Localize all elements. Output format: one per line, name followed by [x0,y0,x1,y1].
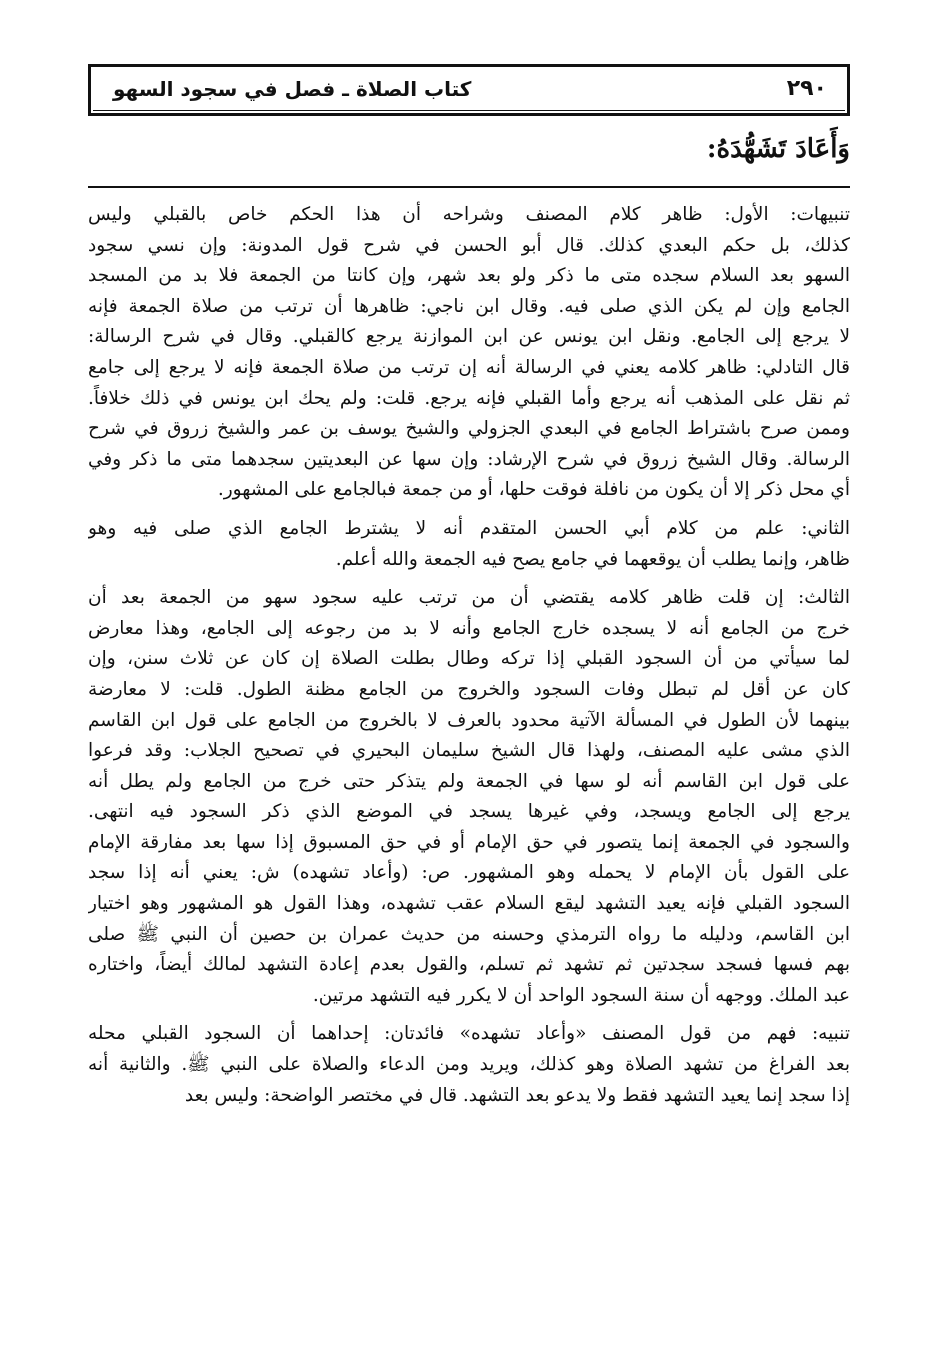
matn-text: وَأَعَادَ تَشَهُّدَهُ: [706,134,850,164]
text-line: كان عن أقل لم تبطل وفات السجود والخروج من الجامع مظنة الطول. قلت: لا معارضة [88,678,850,700]
text-line: على القول بأن الإمام لا يحمله وهو المشهور. ص: (وأعاد تشهده) ش: يعني أنه إذا سجد [88,862,850,884]
text-line: الرسالة. وقال الشيخ زروق في شرح الإرشاد: وإن سها عن البعديتين سجدهما متى ما ذكر وفي [88,448,850,470]
text-line: ابن القاسم، ودليله ما رواه الترمذي وحسنه من حديث عمران بن حصين أن النبي ﷺ صلى [88,923,850,945]
page-number: ٢٩٠ [786,76,827,101]
text-line: بعد الفراغ من تشهد الصلاة وهو كذلك، ويريد ومن الدعاء والصلاة على النبي ﷺ. والثانية أنه [88,1054,850,1076]
commentary-paragraph [88,514,850,575]
text-line: الجامع وإن لم يكن الذي صلى فيه. وقال ابن ناجي: ظاهرها أن ترتب من صلاة الجمعة فإنه [88,295,850,317]
text-line: السهو بعد السلام سجده متى ما ذكر ولو بعد شهر، وإن كانتا من الجمعة فلا بد من المسجد [88,265,850,287]
text-line: ثم نقل على المذهب أنه يرجع وأما القبلي فإنه يرجع. قلت: ولم يحك ابن يونس في ذلك خلافاً. [88,387,850,409]
text-line: بهم فسها فسجد سجدتين ثم تشهد ثم تسلم، والقول بعدم إعادة التشهد لمالك أيضاً، واختاره [88,954,850,976]
separator-rule [88,186,850,188]
text-line: الثاني: علم من كلام أبي الحسن المتقدم أنه لا يشترط الجامع الذي صلى فيه وهو [88,517,850,539]
running-title: كتاب الصلاة ـ فصل في سجود السهو [113,77,472,101]
text-line: لا يرجع إلى الجامع. ونقل ابن يونس عن ابن الموازنة يرجع كالقبلي. وقال في شرح الرسالة: [88,326,850,348]
text-line: السجود القبلي فإنه يعيد التشهد ليقع السلام عقب تشهده، وهذا القول هو المشهور وهو اختيار [88,893,850,915]
text-line: بينهما لأن الطول في المسألة الآتية محدود بالعرف لا بالخروج من الجامع على قول ابن القاسم [88,709,850,731]
page-header [88,64,850,116]
commentary-paragraph [88,200,850,506]
text-line: والسجود في الجمعة إنما يتصور في حق الإمام أو في حق المسبوق إذا سها بعد مفارقة الإمام [88,831,850,853]
text-line: يرجع إلى الجامع ويسجد، وفي غيرها يسجد في الموضع الذي ذكر السجود فيه انتهى. [88,801,850,823]
text-line: أي محل ذكر إلا أن يكون من نافلة فوقت حلها، أو من جمعة فبالجامع على المشهور. [217,479,850,501]
text-line: كذلك، بل حكم البعدي كذلك. قال أبو الحسن في شرح قول المدونة: وإن نسي سجود [88,234,850,256]
text-line: خرج من الجامع أنه لا يسجده خارج الجامع وأنه لا بد من رجوعه إلى الجامع، وهذا معارض [88,617,850,639]
text-line: عبد الملك. ووجهه أن سنة السجود الواحد أن لا يكرر فيه التشهد مرتين. [312,984,850,1006]
commentary-body [88,200,850,1111]
text-line: إذا سجد إنما يعيد التشهد فقط ولا يدعو بعد التشهد. قال في مختصر الواضحة: وليس بعد [184,1084,850,1106]
text-line: الثالث: إن قلت ظاهر كلامه يقتضي أن من ترتب عليه سجود سهو من الجمعة بعد أن [88,587,850,609]
commentary-paragraph [88,583,850,1011]
text-line: تنبيهات: الأول: ظاهر كلام المصنف وشراحه أن هذا الحكم خاص بالقبلي وليس [88,204,850,225]
commentary-paragraph [88,1019,850,1111]
text-line: لما سيأتي من أن السجود القبلي إذا تركه وطال بطلت الصلاة إن كان عن ثلاث سنن، وإن [88,648,850,670]
text-line: تنبيه: فهم من قول المصنف «وأعاد تشهده» فائدتان: إحداهما أن السجود القبلي محله [88,1023,850,1045]
text-line: على قول ابن القاسم أنه لو سها في الجمعة ولم يتذكر حتى خرج من الجامع ولم يطل أنه [88,770,850,792]
text-line: الذي مشى عليه المصنف، ولهذا قال الشيخ سليمان البحيري في تصحيح الجلاب: وقد فرعوا [88,740,850,762]
text-line: وممن صرح باشتراط الجامع في البعدي الجزولي والشيخ يوسف بن عمر والشيخ زروق في شرح [88,418,850,440]
text-line: ظاهر، وإنما يطلب أن يوقعهما في جامع يصح فيه الجمعة والله أعلم. [335,548,850,570]
text-line: قال التادلي: ظاهر كلامه يعني في الرسالة أنه إن ترتب من صلاة الجمعة فإنه لا يرجع إلى جامع [88,356,850,378]
